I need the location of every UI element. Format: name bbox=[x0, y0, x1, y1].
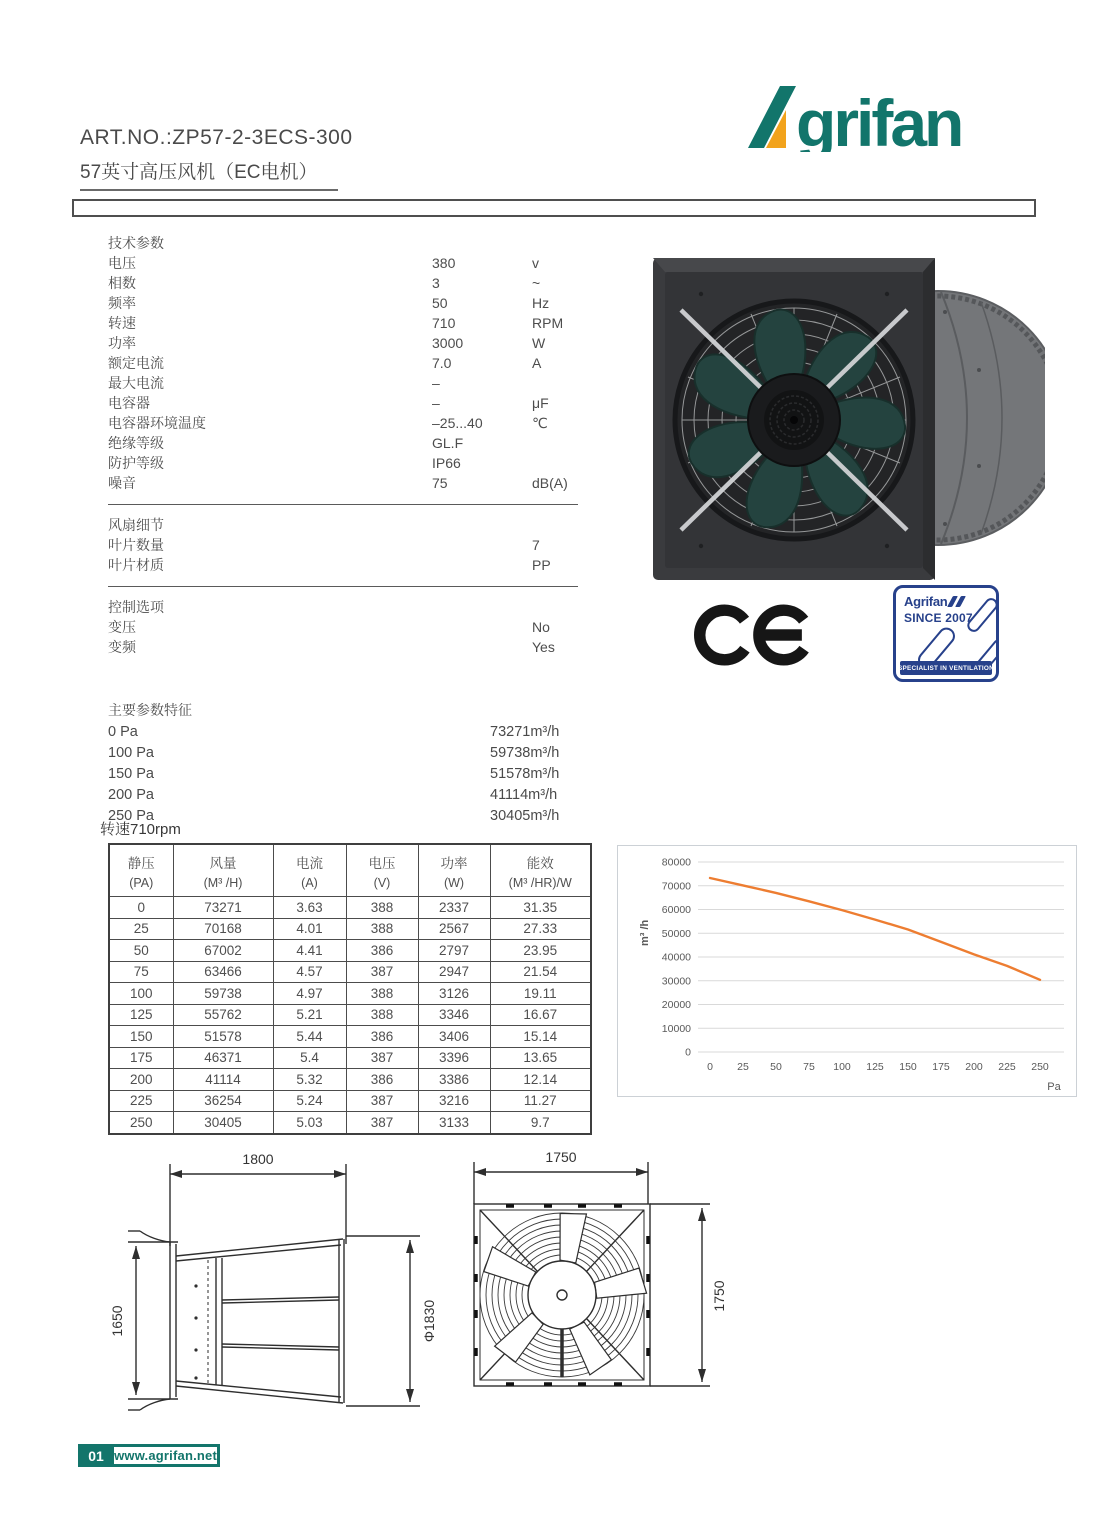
spec-row bbox=[108, 555, 578, 575]
chart-yaxis-label: m³ /h bbox=[639, 919, 651, 946]
footer-page-number: 01 bbox=[88, 1447, 104, 1464]
table-cell: 51578 bbox=[173, 1026, 273, 1048]
table-header-line1: 能效 bbox=[526, 856, 554, 871]
table-row bbox=[109, 1112, 591, 1134]
spec-section-technical bbox=[108, 233, 578, 493]
table-header-cell bbox=[418, 844, 490, 897]
dim-width-label: 1800 bbox=[242, 1151, 274, 1167]
spec-value: 710 bbox=[432, 315, 456, 331]
drawing-side-view bbox=[98, 1146, 448, 1443]
table-cell: 2567 bbox=[418, 918, 490, 940]
table-row bbox=[109, 961, 591, 983]
performance-table bbox=[108, 843, 592, 1135]
article-number: ART.NO.:ZP57-2-3ECS-300 bbox=[80, 126, 353, 149]
performance-row bbox=[108, 784, 578, 805]
spec-value: 7.0 bbox=[432, 355, 452, 371]
spec-row bbox=[108, 373, 578, 393]
spec-row bbox=[108, 535, 578, 555]
chart-xtick-label: 150 bbox=[899, 1061, 917, 1073]
table-row bbox=[109, 1004, 591, 1026]
spec-unit: Hz bbox=[532, 295, 550, 311]
table-cell: 73271 bbox=[173, 897, 273, 919]
table-cell: 388 bbox=[346, 1004, 418, 1026]
spec-row bbox=[108, 233, 578, 253]
table-header-line1: 风量 bbox=[209, 856, 237, 871]
table-row bbox=[109, 897, 591, 919]
table-row bbox=[109, 983, 591, 1005]
table-cell: 5.4 bbox=[273, 1047, 346, 1069]
table-row bbox=[109, 1026, 591, 1048]
dim-height-label: 1750 bbox=[711, 1280, 727, 1312]
table-cell: 4.01 bbox=[273, 918, 346, 940]
spec-unit: 7 bbox=[532, 537, 540, 553]
table-cell: 31.35 bbox=[490, 897, 591, 919]
spec-label: 转速 bbox=[108, 315, 136, 331]
performance-row bbox=[108, 721, 578, 742]
table-cell: 386 bbox=[346, 1026, 418, 1048]
table-cell: 50 bbox=[109, 940, 173, 962]
table-header-line2: (W) bbox=[443, 876, 465, 890]
spec-label: 功率 bbox=[108, 335, 136, 351]
table-header-line2: (PA) bbox=[129, 876, 154, 890]
table-cell: 3.63 bbox=[273, 897, 346, 919]
table-cell: 4.41 bbox=[273, 940, 346, 962]
chart-xaxis-label: Pa bbox=[1047, 1081, 1061, 1093]
table-cell: 5.24 bbox=[273, 1090, 346, 1112]
table-cell: 63466 bbox=[173, 961, 273, 983]
spec-label: 控制选项 bbox=[108, 599, 164, 615]
performance-rows bbox=[108, 721, 578, 826]
table-cell: 27.33 bbox=[490, 918, 591, 940]
table-header-line1: 电流 bbox=[296, 856, 323, 871]
spec-label: 变频 bbox=[108, 639, 136, 655]
table-cell: 13.65 bbox=[490, 1047, 591, 1069]
table-cell: 70168 bbox=[173, 918, 273, 940]
table-cell: 59738 bbox=[173, 983, 273, 1005]
chart-xtick-label: 250 bbox=[1031, 1061, 1049, 1073]
spec-unit: v bbox=[532, 255, 539, 271]
table-cell: 9.7 bbox=[490, 1112, 591, 1134]
chart-ytick-label: 60000 bbox=[661, 904, 691, 916]
chart-ytick-label: 0 bbox=[685, 1046, 691, 1059]
spec-label: 电容器 bbox=[108, 395, 150, 411]
table-cell: 250 bbox=[109, 1112, 173, 1134]
table-cell: 0 bbox=[109, 897, 173, 919]
spec-row bbox=[108, 473, 578, 493]
table-cell: 5.32 bbox=[273, 1069, 346, 1091]
table-title: 转速710rpm bbox=[100, 821, 181, 838]
spec-section-fan-details bbox=[108, 515, 578, 575]
table-cell: 46371 bbox=[173, 1047, 273, 1069]
table-header-cell bbox=[273, 844, 346, 897]
subtitle-rule bbox=[80, 189, 338, 191]
chart-ytick-label: 40000 bbox=[661, 951, 691, 964]
spec-unit: RPM bbox=[532, 315, 564, 331]
table-cell: 125 bbox=[109, 1004, 173, 1026]
table-row bbox=[109, 1069, 591, 1091]
table-cell: 3133 bbox=[418, 1112, 490, 1134]
table-cell: 388 bbox=[346, 983, 418, 1005]
spec-label: 电容器环境温度 bbox=[108, 415, 206, 431]
spec-row bbox=[108, 637, 578, 657]
chart-ytick-label: 10000 bbox=[661, 1022, 691, 1035]
badge-slash-icon bbox=[955, 596, 966, 607]
table-cell: 5.21 bbox=[273, 1004, 346, 1026]
section-divider bbox=[108, 586, 578, 587]
table-cell: 4.57 bbox=[273, 961, 346, 983]
table-cell: 75 bbox=[109, 961, 173, 983]
table-cell: 200 bbox=[109, 1069, 173, 1091]
performance-chart bbox=[617, 845, 1077, 1097]
performance-value: 41114m³/h bbox=[490, 786, 558, 803]
table-cell: 5.44 bbox=[273, 1026, 346, 1048]
performance-value: 73271m³/h bbox=[490, 723, 560, 740]
spec-value: 50 bbox=[432, 295, 448, 311]
table-cell: 16.67 bbox=[490, 1004, 591, 1026]
spec-label: 风扇细节 bbox=[108, 517, 164, 533]
spec-value: –25...40 bbox=[432, 415, 483, 431]
chart-ytick-label: 30000 bbox=[661, 975, 691, 988]
dim-width-label: 1750 bbox=[545, 1149, 577, 1165]
product-subtitle: 57英寸高压风机（EC电机） bbox=[80, 162, 318, 183]
chart-xtick-label: 175 bbox=[932, 1061, 950, 1073]
spec-label: 频率 bbox=[108, 295, 136, 311]
performance-chart-graphic bbox=[618, 846, 1076, 1096]
table-header-cell bbox=[346, 844, 418, 897]
table-header-line2: (V) bbox=[373, 876, 391, 890]
spec-unit: No bbox=[532, 619, 550, 635]
table-cell: 388 bbox=[346, 897, 418, 919]
fan-product-photo bbox=[645, 250, 1045, 600]
table-cell: 67002 bbox=[173, 940, 273, 962]
spec-row bbox=[108, 273, 578, 293]
table-cell: 387 bbox=[346, 1047, 418, 1069]
spec-unit: A bbox=[532, 355, 542, 371]
chart-xtick-label: 225 bbox=[998, 1061, 1016, 1073]
performance-row bbox=[108, 763, 578, 784]
spec-row bbox=[108, 313, 578, 333]
brand-logo-graphic bbox=[746, 82, 1032, 152]
chart-xtick-label: 100 bbox=[833, 1061, 851, 1073]
spec-row bbox=[108, 253, 578, 273]
table-cell: 387 bbox=[346, 961, 418, 983]
spec-row bbox=[108, 515, 578, 535]
table-cell: 3346 bbox=[418, 1004, 490, 1026]
table-cell: 55762 bbox=[173, 1004, 273, 1026]
performance-label: 200 Pa bbox=[108, 786, 154, 803]
spec-row bbox=[108, 293, 578, 313]
spec-label: 噪音 bbox=[108, 475, 136, 491]
performance-value: 30405m³/h bbox=[490, 807, 560, 824]
table-cell: 41114 bbox=[173, 1069, 273, 1091]
table-cell: 225 bbox=[109, 1090, 173, 1112]
table-cell: 21.54 bbox=[490, 961, 591, 983]
spec-unit: ~ bbox=[532, 275, 541, 291]
table-cell: 15.14 bbox=[490, 1026, 591, 1048]
drawing-side-view-graphic bbox=[98, 1146, 448, 1438]
table-cell: 36254 bbox=[173, 1090, 273, 1112]
dim-diameter-label: Φ1830 bbox=[421, 1299, 437, 1343]
table-header-line1: 静压 bbox=[127, 856, 155, 871]
ce-mark-graphic bbox=[694, 598, 820, 672]
badge-brand-label: Agrifan bbox=[904, 594, 948, 609]
spec-value: 75 bbox=[432, 475, 448, 491]
spec-label: 技术参数 bbox=[108, 235, 164, 251]
table-header-line1: 电压 bbox=[368, 856, 396, 871]
spec-label: 叶片材质 bbox=[108, 557, 164, 573]
table-cell: 2337 bbox=[418, 897, 490, 919]
spec-value: – bbox=[432, 375, 440, 391]
table-row bbox=[109, 1090, 591, 1112]
spec-label: 防护等级 bbox=[108, 455, 164, 471]
table-cell: 3216 bbox=[418, 1090, 490, 1112]
spec-value: 3000 bbox=[432, 335, 464, 351]
table-cell: 100 bbox=[109, 983, 173, 1005]
spec-row bbox=[108, 597, 578, 617]
spec-value: 3 bbox=[432, 275, 440, 291]
chart-xtick-label: 125 bbox=[866, 1061, 884, 1073]
chart-ytick-label: 50000 bbox=[661, 927, 691, 940]
table-header-cell bbox=[173, 844, 273, 897]
spec-block bbox=[108, 233, 578, 657]
table-cell: 387 bbox=[346, 1112, 418, 1134]
spec-label: 额定电流 bbox=[108, 355, 164, 371]
since-2007-badge bbox=[893, 585, 999, 682]
ce-mark-icon bbox=[694, 598, 820, 677]
table-cell: 2797 bbox=[418, 940, 490, 962]
chart-xtick-label: 50 bbox=[770, 1061, 782, 1073]
spec-unit: PP bbox=[532, 557, 551, 573]
table-cell: 388 bbox=[346, 918, 418, 940]
spec-label: 最大电流 bbox=[108, 375, 164, 391]
table-header-line2: (M³ /HR)/W bbox=[508, 876, 572, 890]
table-row bbox=[109, 940, 591, 962]
spec-row bbox=[108, 353, 578, 373]
badge-since-label: SINCE 2007 bbox=[904, 611, 973, 625]
performance-block bbox=[108, 699, 578, 826]
performance-label: 250 Pa bbox=[108, 807, 154, 824]
table-cell: 25 bbox=[109, 918, 173, 940]
header bbox=[80, 126, 353, 191]
chart-xtick-label: 200 bbox=[965, 1061, 983, 1073]
spec-row bbox=[108, 393, 578, 413]
table-cell: 387 bbox=[346, 1090, 418, 1112]
chart-xtick-label: 75 bbox=[803, 1061, 815, 1073]
fan-photo-graphic bbox=[645, 250, 1045, 595]
performance-value: 51578m³/h bbox=[490, 765, 560, 782]
spec-row bbox=[108, 413, 578, 433]
table-header-cell bbox=[490, 844, 591, 897]
chart-ytick-label: 80000 bbox=[661, 856, 691, 869]
dim-height-label: 1650 bbox=[109, 1305, 125, 1337]
table-header-line1: 功率 bbox=[440, 856, 468, 871]
performance-table-wrap bbox=[108, 843, 592, 1135]
chart-ytick-label: 70000 bbox=[661, 880, 691, 893]
spec-label: 叶片数量 bbox=[108, 537, 164, 553]
table-cell: 11.27 bbox=[490, 1090, 591, 1112]
fan-hub bbox=[748, 374, 840, 466]
table-cell: 5.03 bbox=[273, 1112, 346, 1134]
spec-unit: μF bbox=[532, 395, 549, 411]
spec-section-control-options bbox=[108, 597, 578, 657]
chart-xtick-label: 0 bbox=[707, 1061, 713, 1073]
performance-label: 100 Pa bbox=[108, 744, 154, 761]
footer-website: www.agrifan.net bbox=[114, 1448, 217, 1463]
section-divider bbox=[108, 504, 578, 505]
title-box bbox=[72, 199, 1036, 217]
performance-row bbox=[108, 742, 578, 763]
spec-label: 电压 bbox=[108, 255, 136, 271]
table-cell: 175 bbox=[109, 1047, 173, 1069]
table-header-cell bbox=[109, 844, 173, 897]
performance-label: 0 Pa bbox=[108, 723, 138, 740]
spec-value: GL.F bbox=[432, 435, 464, 451]
spec-label: 变压 bbox=[108, 619, 136, 635]
spec-unit: dB(A) bbox=[532, 475, 568, 491]
table-cell: 4.97 bbox=[273, 983, 346, 1005]
spec-value: – bbox=[432, 395, 440, 411]
spec-value: IP66 bbox=[432, 455, 461, 471]
performance-value: 59738m³/h bbox=[490, 744, 560, 761]
spec-label: 相数 bbox=[108, 275, 136, 291]
table-cell: 386 bbox=[346, 1069, 418, 1091]
spec-unit: W bbox=[532, 335, 546, 351]
spec-value: 380 bbox=[432, 255, 456, 271]
spec-row bbox=[108, 333, 578, 353]
table-cell: 386 bbox=[346, 940, 418, 962]
table-row bbox=[109, 918, 591, 940]
table-cell: 3126 bbox=[418, 983, 490, 1005]
spec-unit: Yes bbox=[532, 639, 555, 655]
table-cell: 19.11 bbox=[490, 983, 591, 1005]
spec-row bbox=[108, 453, 578, 473]
brand-logo bbox=[746, 82, 1032, 157]
spec-label: 绝缘等级 bbox=[108, 435, 164, 451]
table-cell: 12.14 bbox=[490, 1069, 591, 1091]
table-header-line2: (A) bbox=[301, 876, 318, 890]
logo-wordmark: grifan bbox=[796, 86, 962, 152]
spec-row bbox=[108, 617, 578, 637]
table-cell: 3406 bbox=[418, 1026, 490, 1048]
spec-unit: ℃ bbox=[532, 414, 548, 431]
performance-title: 主要参数特征 bbox=[108, 702, 192, 718]
drawing-front-view-graphic bbox=[452, 1146, 752, 1438]
chart-data-line bbox=[710, 878, 1040, 980]
table-row bbox=[109, 1047, 591, 1069]
table-header-line2: (M³ /H) bbox=[203, 876, 243, 890]
drawing-front-view bbox=[452, 1146, 752, 1443]
badge-tagline: SPECIALIST IN VENTILATION bbox=[900, 661, 992, 675]
table-cell: 3396 bbox=[418, 1047, 490, 1069]
chart-xtick-label: 25 bbox=[737, 1061, 749, 1073]
footer bbox=[78, 1444, 220, 1467]
table-cell: 150 bbox=[109, 1026, 173, 1048]
table-cell: 30405 bbox=[173, 1112, 273, 1134]
spec-row bbox=[108, 433, 578, 453]
table-cell: 3386 bbox=[418, 1069, 490, 1091]
table-cell: 23.95 bbox=[490, 940, 591, 962]
performance-label: 150 Pa bbox=[108, 765, 154, 782]
chart-ytick-label: 20000 bbox=[661, 999, 691, 1011]
table-cell: 2947 bbox=[418, 961, 490, 983]
